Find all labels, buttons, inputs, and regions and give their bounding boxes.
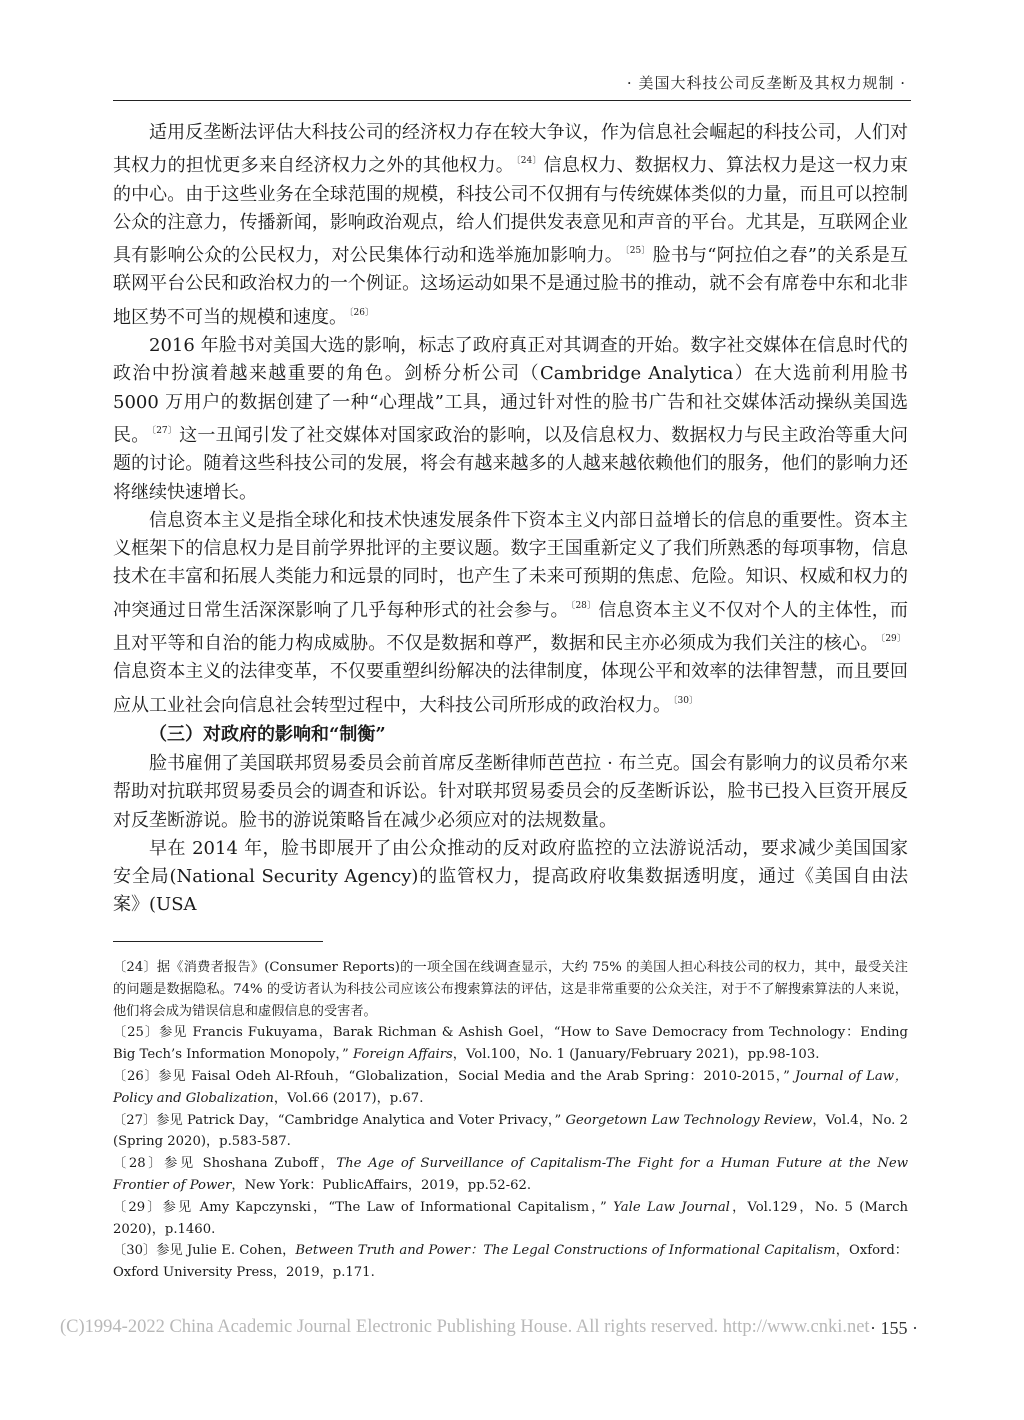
footnote-text: ，Vol.66 (2017)，p.67. (273, 1090, 424, 1106)
paragraph (113, 119, 908, 332)
footnote-text: 〔28〕参见 Shoshana Zuboff， (113, 1156, 337, 1172)
footnote-29 (113, 1197, 908, 1241)
footnote-24: 〔24〕据《消费者报告》(Consumer Reports)的一项全国在线调查显示，大约 75% 的美国人担心科技公司的权力，其中，最受关注的问题是数据隐私。74% 的受访者认为科技公司应该公布搜索算法的评估，这是非常重要的公众关注，对于不了解搜索算法的人来说，他们将会成为错误信息和虚假信息的受害者。 (113, 960, 908, 1019)
footnote-ref[interactable]: 〔30〕 (673, 695, 698, 706)
publication-title: Georgetown Law Technology Review (565, 1112, 813, 1128)
footnote-text: 〔26〕参见 Faisal Odeh Al-Rfouh，“Globalization，Social Media and the Arab Spring：2010-2015，” (113, 1068, 790, 1084)
footnote-ref[interactable]: 〔26〕 (349, 307, 374, 318)
section-heading: （三）对政府的影响和“制衡” (149, 723, 386, 745)
paragraph (113, 507, 908, 720)
footnote-26 (113, 1066, 908, 1110)
footnote-rule (113, 941, 323, 942)
footnote-ref[interactable]: 〔25〕 (625, 246, 651, 257)
running-header-title: · 美国大科技公司反垄断及其权力规制 · (626, 74, 906, 92)
body-text (113, 119, 908, 920)
footnote-ref[interactable]: 〔29〕 (880, 634, 907, 645)
paragraph (113, 332, 908, 507)
footnote-25 (113, 1022, 908, 1066)
footnote-ref[interactable]: 〔28〕 (570, 600, 597, 611)
paragraph: 脸书雇佣了美国联邦贸易委员会前首席反垄断律师芭芭拉 · 布兰克。国会有影响力的议员希尔来帮助对抗联邦贸易委员会的调查和诉讼。针对联邦贸易委员会的反垄断诉讼，脸书已投入巨资开展反对反垄断游说。脸书的游说策略旨在减少必须应对的法规数量。 (113, 752, 908, 831)
paragraph: 早在 2014 年，脸书即展开了由公众推动的反对政府监控的立法游说活动，要求减少美国国家安全局(National Security Agency)的监管权力，提高政府收集数据透明度，通过《美国自由法案》(USA (113, 837, 908, 916)
footnote-27 (113, 1110, 908, 1154)
paragraph-text: 脸书与“阿拉伯之春”的关系是互联网平台公民和政治权力的一个例证。这场运动如果不是通过脸书的推动，就不会有席卷中东和北非地区势不可当的规模和速度。 (113, 245, 909, 328)
copyright-watermark: (C)1994-2022 China Academic Journal Electronic Publishing House. All rights reserved. http://www.cnki.net (60, 1317, 870, 1337)
footnote-30 (113, 1240, 908, 1284)
footnote-28 (113, 1153, 908, 1197)
publication-title: Foreign Affairs (352, 1047, 453, 1063)
paragraph-text: 2016 年脸书对美国大选的影响，标志了政府真正对其调查的开始。数字社交媒体在信息时代的政治中扮演着越来越重要的角色。剑桥分析公司（Cambridge Analytica）在大选前利用脸书 5000 万用户的数据创建了一种“心理战”工具，通过针对性的脸书广告和社交媒体活动操纵美国选民。 (113, 335, 908, 446)
publication-title: Journal of Law，Policy and Globalization (113, 1068, 908, 1106)
footnote-ref[interactable]: 〔27〕 (151, 425, 178, 436)
page-number: · 155 · (870, 1318, 918, 1338)
publication-title: Yale Law Journal (613, 1199, 730, 1215)
footnote-ref[interactable]: 〔24〕 (516, 156, 542, 167)
footnote-text: ，Vol.4，No. 2 (Spring 2020)，p.583-587. (113, 1112, 908, 1150)
paragraph-text: 信息资本主义的法律变革，不仅要重塑纠纷解决的法律制度，体现公平和效率的法律智慧，而且要回应从工业社会向信息社会转型过程中，大科技公司所形成的政治权力。 (113, 661, 908, 716)
footnote-text: ，Oxford：Oxford University Press，2019，p.171. (113, 1243, 908, 1281)
paragraph-text: 信息资本主义是指全球化和技术快速发展条件下资本主义内部日益增长的信息的重要性。资本主义框架下的信息权力是目前学界批评的主要议题。数字王国重新定义了我们所熟悉的每项事物，信息技术在丰富和拓展人类能力和远景的同时，也产生了未来可预期的焦虑、危险。知识、权威和权力的冲突通过日常生活深深影响了几乎每种形式的社会参与。 (113, 509, 908, 621)
publication-title: The Age of Surveillance of Capitalism-The Fight for a Human Future at the New Frontier of Power (113, 1156, 908, 1193)
footnote-text: ，New York：PublicAffairs，2019，pp.52-62. (231, 1177, 532, 1193)
publication-title: Between Truth and Power：The Legal Constructions of Informational Capitalism (295, 1243, 836, 1259)
footnote-text: 〔27〕参见 Patrick Day，“Cambridge Analytica and Voter Privacy，” (113, 1112, 562, 1128)
paragraph-text: 这一丑闻引发了社交媒体对国家政治的影响，以及信息权力、数据权力与民主政治等重大问题的讨论。随着这些科技公司的发展，将会有越来越多的人越来越依赖他们的服务，他们的影响力还将继续快速增长。 (113, 424, 909, 503)
footnote-text: 〔29〕参见 Amy Kapczynski，“The Law of Informational Capitalism，” (113, 1199, 607, 1215)
footnotes (113, 957, 908, 1284)
footnote-text: ，Vol.100，No. 1 (January/February 2021)，pp.98-103. (452, 1047, 820, 1063)
footnote-text: 〔30〕参见 Julie E. Cohen， (113, 1243, 296, 1259)
paragraph-text: 信息权力、数据权力、算法权力是这一权力束的中心。由于这些业务在全球范围的规模，科技公司不仅拥有与传统媒体类似的力量，而且可以控制公众的注意力，传播新闻，影响政治观点，给人们提供发表意见和声音的平台。尤其是，互联网企业具有影响公众的公民权力，对公民集体行动和选举施加影响力。 (113, 155, 909, 267)
paragraph-text: 适用反垄断法评估大科技公司的经济权力存在较大争议，作为信息社会崛起的科技公司，人们对其权力的担忧更多来自经济权力之外的其他权力。 (113, 122, 908, 177)
footnote-text: ，Vol.129，No. 5 (March 2020)，p.1460. (113, 1199, 908, 1237)
paragraph-text: 信息资本主义不仅对个人的主体性，而且对平等和自治的能力构成威胁。不仅是数据和尊严，数据和民主亦必须成为我们关注的核心。 (113, 599, 909, 655)
footnote-text: 〔25〕参见 Francis Fukuyama，Barak Richman & Ashish Goel，“How to Save Democracy from Technology：Ending Big Tech’s Information Monopoly，” (113, 1025, 908, 1063)
header-rule (113, 100, 911, 101)
